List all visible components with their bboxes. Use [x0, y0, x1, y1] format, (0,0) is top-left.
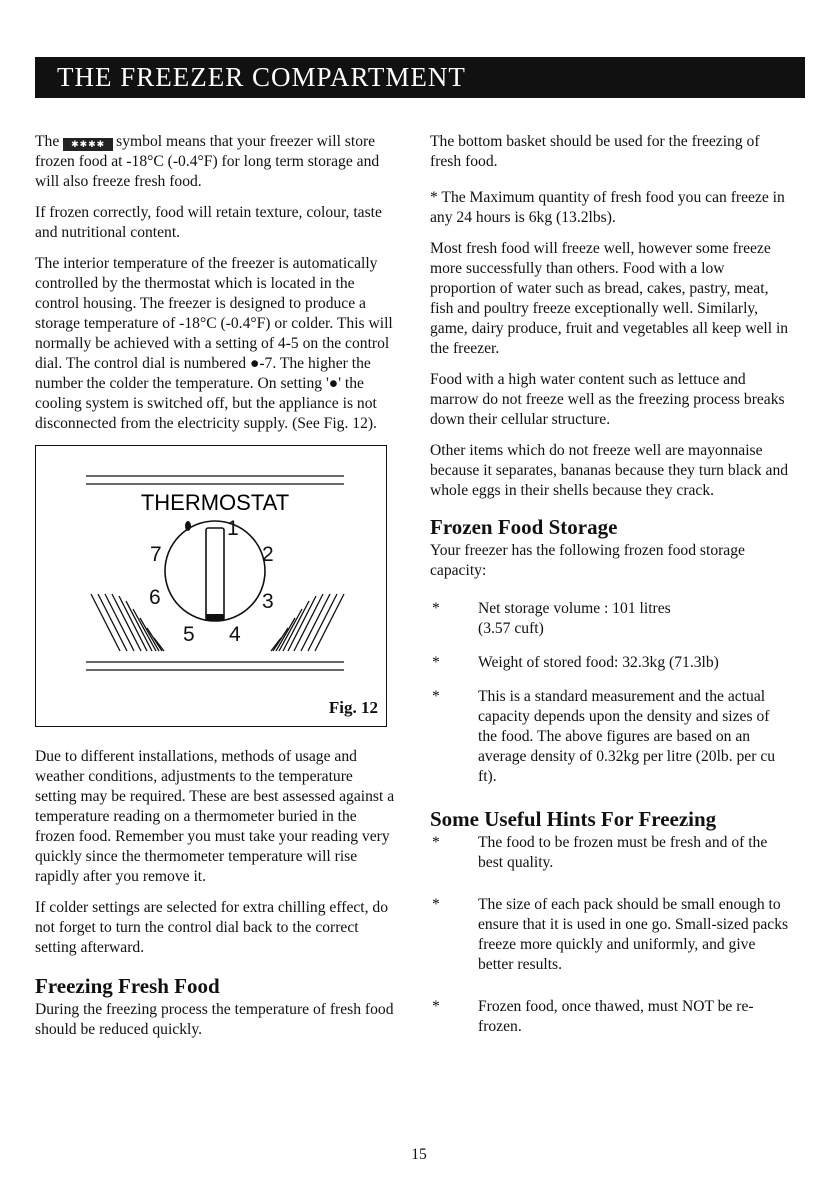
paragraph: If colder settings are selected for extra chilling effect, do not forget to turn the control dial back to the correct setting afterward. — [35, 899, 389, 956]
figure-title: THERMOSTAT — [140, 490, 290, 515]
hatching-right — [271, 594, 344, 651]
text-span: The — [35, 133, 60, 150]
list-item-text: The size of each pack should be small enough to ensure that it is used in one go. Small-sized packs freeze more quickly and uniformly, and give better results. — [478, 896, 789, 973]
thermostat-dial-diagram — [36, 446, 386, 726]
list-item — [430, 687, 790, 787]
paragraph: Other items which do not freeze well are mayonnaise because it separates, bananas because they turn black and whole eggs in their shells because they crack. — [430, 442, 789, 499]
list-item — [430, 997, 790, 1037]
dial-pointer — [206, 614, 224, 620]
list-item — [430, 653, 790, 673]
four-star-symbol-icon: ✱✱✱✱ — [63, 138, 113, 151]
list-item-text: Frozen food, once thawed, must NOT be re-frozen. — [478, 998, 754, 1035]
dial-number-2: 2 — [262, 543, 274, 566]
dial-number-1: 1 — [227, 517, 239, 540]
page-title: THE FREEZER COMPARTMENT — [35, 57, 805, 98]
paragraph: During the freezing process the temperature of fresh food should be reduced quickly. — [35, 1001, 394, 1038]
bullet-star-icon: * — [432, 896, 440, 913]
list-item-text: Net storage volume : 101 litres (3.57 cuft) — [478, 600, 671, 637]
list-item-text: This is a standard measurement and the actual capacity depends upon the density and sizes of the food. The above figures are based on an average density of 0.32kg per litre (20lb. per cu ft). — [478, 688, 776, 785]
paragraph: The interior temperature of the freezer is automatically controlled by the thermostat which is located in the control housing. The freezer is designed to produce a storage temperature of -18°C (-0.4°F) or colder. This will normally be achieved with a setting of 4-5 on the control dial. The control dial is numbered ●-7. The higher the number the colder the temperature. On setting '●' the cooling system is switched off, but the appliance is not disconnected from the electricity supply. (See Fig. 12). — [35, 255, 393, 432]
list-item — [430, 833, 790, 873]
paragraph: * The Maximum quantity of fresh food you can freeze in any 24 hours is 6kg (13.2lbs). — [430, 189, 785, 226]
off-dot-icon — [185, 521, 191, 531]
right-column — [430, 132, 790, 1051]
bullet-star-icon: * — [432, 998, 440, 1015]
bullet-star-icon: * — [432, 834, 440, 851]
paragraph: If frozen correctly, food will retain texture, colour, taste and nutritional content. — [35, 204, 382, 241]
list-item — [430, 895, 790, 975]
text-span: symbol means that your freezer will store frozen food at -18°C (-0.4°F) for long term storage and will also freeze fresh food. — [35, 133, 380, 190]
paragraph: Your freezer has the following frozen food storage capacity: — [430, 542, 745, 579]
dial-number-7: 7 — [150, 543, 162, 566]
heading-freezing-fresh-food: Freezing Fresh Food — [35, 974, 220, 998]
symbol-paragraph — [35, 132, 395, 192]
list-item — [430, 599, 790, 639]
list-item-text: Weight of stored food: 32.3kg (71.3lb) — [478, 654, 719, 671]
page-number: 15 — [411, 1146, 427, 1163]
dial-number-4: 4 — [229, 623, 241, 646]
dial-number-3: 3 — [262, 590, 274, 613]
heading-useful-hints: Some Useful Hints For Freezing — [430, 807, 717, 831]
dial-number-5: 5 — [183, 623, 195, 646]
bullet-star-icon: * — [432, 688, 440, 705]
dial-knob — [206, 528, 224, 620]
paragraph: The bottom basket should be used for the freezing of fresh food. — [430, 133, 760, 170]
heading-frozen-food-storage: Frozen Food Storage — [430, 515, 618, 539]
paragraph: Due to different installations, methods of usage and weather conditions, adjustments to the temperature setting may be required. These are best assessed against a temperature reading on a thermometer buried in the frozen food. Remember you must take your reading very quickly since the thermometer temperature will rise rapidly after you remove it. — [35, 748, 395, 885]
left-column — [35, 132, 395, 1051]
dial-number-6: 6 — [149, 586, 161, 609]
thermostat-figure — [35, 445, 387, 727]
list-item-text: The food to be frozen must be fresh and of the best quality. — [478, 834, 768, 871]
bullet-star-icon: * — [432, 600, 440, 617]
figure-caption: Fig. 12 — [328, 698, 378, 717]
paragraph: Food with a high water content such as lettuce and marrow do not freeze well as the freezing process breaks down their cellular structure. — [430, 371, 785, 428]
bullet-star-icon: * — [432, 654, 440, 671]
paragraph: Most fresh food will freeze well, however some freeze more successfully than others. Food with a low proportion of water such as bread, cakes, pastry, meat, fish and poultry freeze exceptionally well. Similarly, game, dairy produce, fruit and vegetables all keep well in the freezer. — [430, 240, 789, 357]
